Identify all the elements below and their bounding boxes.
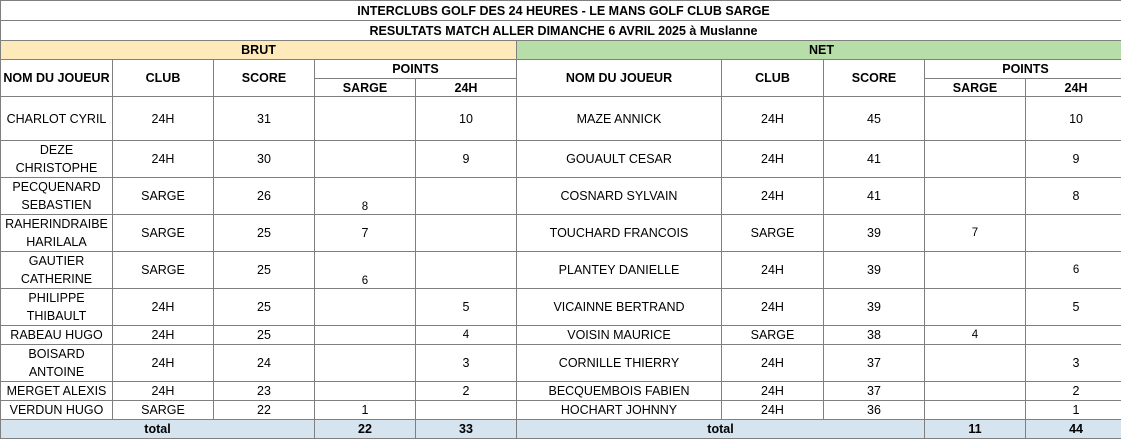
net-player-name: HOCHART JOHNNY: [517, 401, 722, 420]
page-title: INTERCLUBS GOLF DES 24 HEURES - LE MANS GOLF CLUB SARGE: [1, 1, 1121, 21]
net-24h-points: 10: [1026, 97, 1121, 141]
page-subtitle: RESULTATS MATCH ALLER DIMANCHE 6 AVRIL 2025 à Muslanne: [1, 21, 1121, 41]
net-24h-points: 8: [1026, 178, 1121, 215]
net-total-sarge: 11: [925, 420, 1026, 439]
brut-club: SARGE: [113, 215, 214, 252]
net-score: 45: [824, 97, 925, 141]
brut-score: 23: [214, 382, 315, 401]
net-24h-points: [1026, 215, 1121, 252]
brut-sarge-header: SARGE: [315, 79, 416, 97]
brut-24h-header: 24H: [416, 79, 517, 97]
brut-24h-points: [416, 401, 517, 420]
table-row: [1, 178, 1121, 215]
net-player-name: MAZE ANNICK: [517, 97, 722, 141]
brut-sarge-points: [315, 97, 416, 141]
net-club: SARGE: [722, 215, 824, 252]
brut-score: 25: [214, 326, 315, 345]
brut-club: 24H: [113, 326, 214, 345]
brut-24h-points: 3: [416, 345, 517, 382]
brut-24h-points: 2: [416, 382, 517, 401]
brut-score: 25: [214, 215, 315, 252]
net-score: 37: [824, 345, 925, 382]
net-player-name: VOISIN MAURICE: [517, 326, 722, 345]
net-club: 24H: [722, 97, 824, 141]
brut-player-name: RABEAU HUGO: [1, 326, 113, 345]
brut-name-header: NOM DU JOUEUR: [1, 60, 113, 97]
brut-player-name: PECQUENARD SEBASTIEN: [1, 178, 113, 215]
brut-total-24h: 33: [416, 420, 517, 439]
net-club: 24H: [722, 382, 824, 401]
net-name-header: NOM DU JOUEUR: [517, 60, 722, 97]
brut-club: 24H: [113, 345, 214, 382]
brut-player-name: MERGET ALEXIS: [1, 382, 113, 401]
net-club-header: CLUB: [722, 60, 824, 97]
brut-24h-points: 9: [416, 141, 517, 178]
net-sarge-points: [925, 289, 1026, 326]
table-row: [1, 215, 1121, 252]
net-score: 41: [824, 178, 925, 215]
net-24h-points: 3: [1026, 345, 1121, 382]
brut-sarge-points: [315, 289, 416, 326]
net-score: 36: [824, 401, 925, 420]
brut-sarge-points: 7: [315, 215, 416, 252]
brut-sarge-points: 1: [315, 401, 416, 420]
net-24h-header: 24H: [1026, 79, 1121, 97]
net-player-name: TOUCHARD FRANCOIS: [517, 215, 722, 252]
brut-score: 31: [214, 97, 315, 141]
net-sarge-points: [925, 97, 1026, 141]
net-player-name: COSNARD SYLVAIN: [517, 178, 722, 215]
net-total-label: total: [517, 420, 925, 439]
brut-player-name: DEZE CHRISTOPHE: [1, 141, 113, 178]
brut-sarge-points: 6: [315, 252, 416, 289]
net-player-name: BECQUEMBOIS FABIEN: [517, 382, 722, 401]
brut-sarge-points: [315, 326, 416, 345]
brut-score: 30: [214, 141, 315, 178]
brut-sarge-points: [315, 382, 416, 401]
net-score-header: SCORE: [824, 60, 925, 97]
net-club: 24H: [722, 141, 824, 178]
net-sarge-points: [925, 382, 1026, 401]
net-24h-points: 6: [1026, 252, 1121, 289]
net-sarge-points: [925, 345, 1026, 382]
brut-24h-points: [416, 178, 517, 215]
net-24h-points: 5: [1026, 289, 1121, 326]
net-24h-points: [1026, 326, 1121, 345]
brut-24h-points: 4: [416, 326, 517, 345]
table-row: [1, 345, 1121, 382]
net-score: 37: [824, 382, 925, 401]
brut-24h-points: 10: [416, 97, 517, 141]
net-sarge-points: [925, 401, 1026, 420]
net-score: 39: [824, 289, 925, 326]
net-sarge-points: 7: [925, 215, 1026, 252]
net-points-header: POINTS: [925, 60, 1121, 79]
brut-score: 26: [214, 178, 315, 215]
table-row: [1, 289, 1121, 326]
brut-sarge-points: [315, 141, 416, 178]
brut-score: 22: [214, 401, 315, 420]
brut-player-name: PHILIPPE THIBAULT: [1, 289, 113, 326]
brut-section-header: BRUT: [1, 41, 517, 60]
net-player-name: GOUAULT CESAR: [517, 141, 722, 178]
net-sarge-points: [925, 141, 1026, 178]
table-row: [1, 401, 1121, 420]
brut-score: 24: [214, 345, 315, 382]
brut-player-name: BOISARD ANTOINE: [1, 345, 113, 382]
net-section-header: NET: [517, 41, 1121, 60]
table-row: [1, 252, 1121, 289]
brut-score: 25: [214, 252, 315, 289]
table-row: [1, 382, 1121, 401]
net-24h-points: 1: [1026, 401, 1121, 420]
brut-24h-points: [416, 215, 517, 252]
brut-club-header: CLUB: [113, 60, 214, 97]
net-club: 24H: [722, 178, 824, 215]
net-score: 38: [824, 326, 925, 345]
brut-club: 24H: [113, 289, 214, 326]
net-club: 24H: [722, 345, 824, 382]
table-row: [1, 141, 1121, 178]
brut-player-name: GAUTIER CATHERINE: [1, 252, 113, 289]
brut-club: 24H: [113, 97, 214, 141]
brut-total-sarge: 22: [315, 420, 416, 439]
net-score: 39: [824, 215, 925, 252]
net-club: SARGE: [722, 326, 824, 345]
brut-sarge-points: [315, 345, 416, 382]
brut-club: SARGE: [113, 252, 214, 289]
brut-24h-points: [416, 252, 517, 289]
table-row: [1, 97, 1121, 141]
net-score: 41: [824, 141, 925, 178]
brut-player-name: RAHERINDRAIBE HARILALA: [1, 215, 113, 252]
totals-row: [1, 420, 1121, 439]
net-sarge-header: SARGE: [925, 79, 1026, 97]
net-player-name: VICAINNE BERTRAND: [517, 289, 722, 326]
net-club: 24H: [722, 252, 824, 289]
net-total-24h: 44: [1026, 420, 1121, 439]
brut-24h-points: 5: [416, 289, 517, 326]
net-sarge-points: 4: [925, 326, 1026, 345]
table-row: [1, 326, 1121, 345]
brut-club: SARGE: [113, 178, 214, 215]
net-player-name: CORNILLE THIERRY: [517, 345, 722, 382]
net-club: 24H: [722, 401, 824, 420]
brut-score-header: SCORE: [214, 60, 315, 97]
net-club: 24H: [722, 289, 824, 326]
brut-total-label: total: [1, 420, 315, 439]
net-24h-points: 2: [1026, 382, 1121, 401]
net-sarge-points: [925, 178, 1026, 215]
brut-sarge-points: 8: [315, 178, 416, 215]
net-score: 39: [824, 252, 925, 289]
brut-club: SARGE: [113, 401, 214, 420]
net-sarge-points: [925, 252, 1026, 289]
net-24h-points: 9: [1026, 141, 1121, 178]
brut-score: 25: [214, 289, 315, 326]
brut-player-name: CHARLOT CYRIL: [1, 97, 113, 141]
brut-player-name: VERDUN HUGO: [1, 401, 113, 420]
brut-club: 24H: [113, 141, 214, 178]
brut-club: 24H: [113, 382, 214, 401]
net-player-name: PLANTEY DANIELLE: [517, 252, 722, 289]
brut-points-header: POINTS: [315, 60, 517, 79]
